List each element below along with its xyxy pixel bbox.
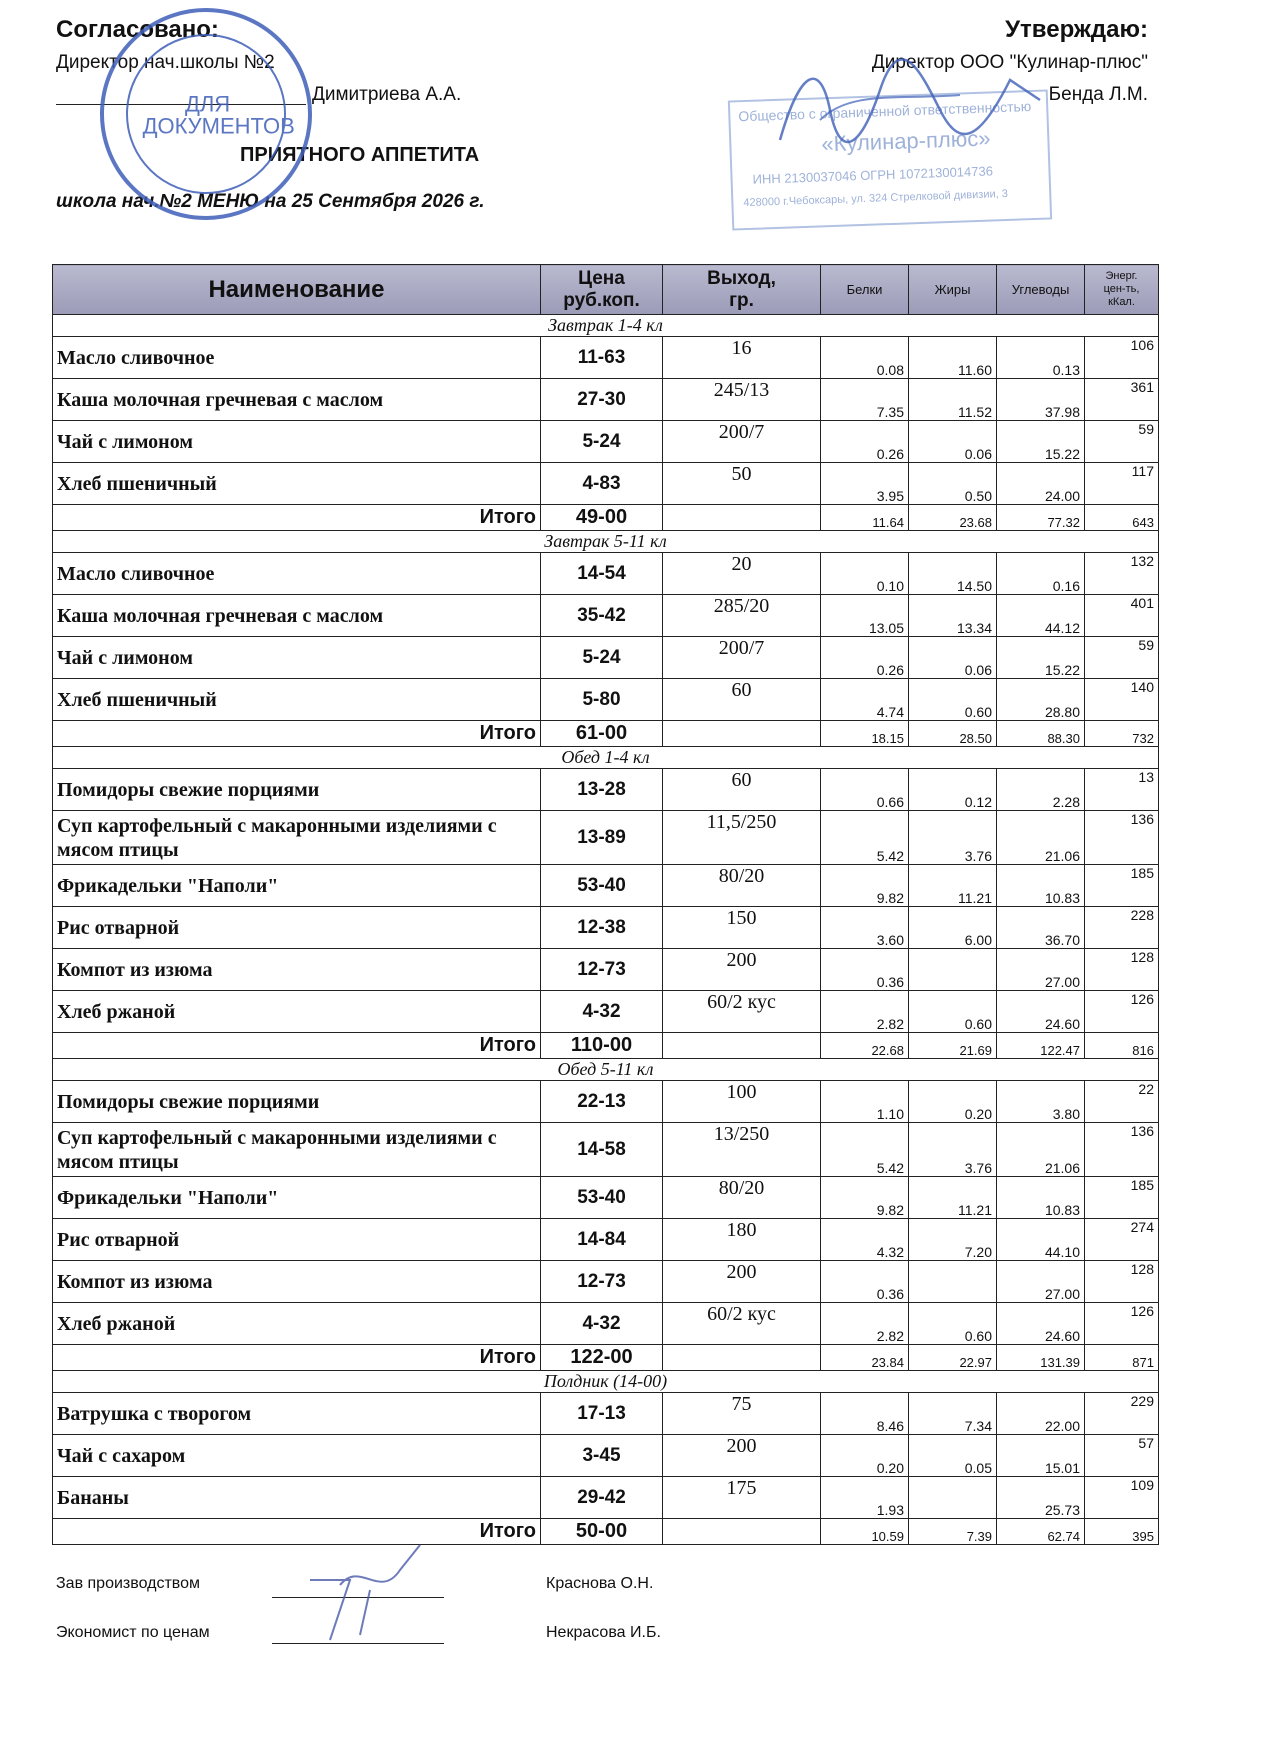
dish-protein: 3.60 <box>821 907 909 949</box>
dish-name: Масло сливочное <box>53 553 541 595</box>
total-label: Итого <box>53 505 541 531</box>
dish-yield: 60/2 кус <box>663 1303 821 1345</box>
dish-carbs: 27.00 <box>997 949 1085 991</box>
dish-yield: 75 <box>663 1393 821 1435</box>
company-stamp-line1: Общество с ограниченной ответственностью <box>738 98 1032 125</box>
dish-protein: 5.42 <box>821 811 909 865</box>
dish-price: 17-13 <box>541 1393 663 1435</box>
table-row <box>53 553 1159 595</box>
total-label: Итого <box>53 1345 541 1371</box>
dish-name: Каша молочная гречневая с маслом <box>53 379 541 421</box>
dish-yield: 200/7 <box>663 637 821 679</box>
company-stamp-line2: «Кулинар-плюс» <box>820 125 991 157</box>
total-price: 61-00 <box>541 721 663 747</box>
dish-name: Хлеб ржаной <box>53 1303 541 1345</box>
total-fat: 23.68 <box>909 505 997 531</box>
menu-subtitle: школа нач.№2 МЕНЮ на 25 Сентября 2026 г. <box>56 191 485 212</box>
approved-position: Директор нач.школы №2 <box>56 52 275 73</box>
dish-protein: 5.42 <box>821 1123 909 1177</box>
dish-yield: 100 <box>663 1081 821 1123</box>
dish-price: 22-13 <box>541 1081 663 1123</box>
col-price-header-line2: руб.коп. <box>563 289 640 311</box>
footer-name-production: Краснова О.Н. <box>546 1575 654 1592</box>
dish-kcal: 59 <box>1085 421 1159 463</box>
dish-name: Хлеб пшеничный <box>53 679 541 721</box>
dish-protein: 3.95 <box>821 463 909 505</box>
col-yield-header-line1: Выход, <box>707 267 776 289</box>
dish-kcal: 128 <box>1085 1261 1159 1303</box>
dish-kcal: 140 <box>1085 679 1159 721</box>
dish-carbs: 44.10 <box>997 1219 1085 1261</box>
dish-fat: 0.20 <box>909 1081 997 1123</box>
dish-fat: 0.06 <box>909 421 997 463</box>
dish-name: Рис отварной <box>53 907 541 949</box>
confirm-position: Директор ООО "Кулинар-плюс" <box>871 52 1148 73</box>
total-price: 122-00 <box>541 1345 663 1371</box>
dish-carbs: 36.70 <box>997 907 1085 949</box>
dish-price: 4-83 <box>541 463 663 505</box>
dish-fat: 0.60 <box>909 679 997 721</box>
total-yield-empty <box>663 505 821 531</box>
dish-fat: 0.50 <box>909 463 997 505</box>
total-carbs: 62.74 <box>997 1519 1085 1545</box>
footer-signature <box>290 1540 440 1650</box>
total-kcal: 395 <box>1085 1519 1159 1545</box>
approved-name: Димитриева А.А. <box>312 84 462 105</box>
dish-carbs: 24.60 <box>997 1303 1085 1345</box>
col-carbs-header: Углеводы <box>997 265 1085 315</box>
total-fat: 21.69 <box>909 1033 997 1059</box>
section-row <box>53 1059 1159 1081</box>
dish-fat: 0.60 <box>909 991 997 1033</box>
total-fat: 22.97 <box>909 1345 997 1371</box>
table-row <box>53 1393 1159 1435</box>
dish-carbs: 15.22 <box>997 637 1085 679</box>
menu-table-body <box>53 315 1159 1545</box>
dish-kcal: 57 <box>1085 1435 1159 1477</box>
dish-fat: 11.60 <box>909 337 997 379</box>
section-row <box>53 747 1159 769</box>
total-yield-empty <box>663 1033 821 1059</box>
dish-yield: 175 <box>663 1477 821 1519</box>
total-protein: 22.68 <box>821 1033 909 1059</box>
dish-protein: 1.10 <box>821 1081 909 1123</box>
dish-price: 14-84 <box>541 1219 663 1261</box>
dish-price: 5-24 <box>541 637 663 679</box>
dish-kcal: 401 <box>1085 595 1159 637</box>
menu-table <box>52 264 1159 1545</box>
dish-kcal: 126 <box>1085 991 1159 1033</box>
dish-name: Хлеб ржаной <box>53 991 541 1033</box>
section-title: Обед 5-11 кл <box>53 1059 1159 1081</box>
dish-protein: 2.82 <box>821 1303 909 1345</box>
total-price: 49-00 <box>541 505 663 531</box>
table-row <box>53 637 1159 679</box>
total-fat: 7.39 <box>909 1519 997 1545</box>
total-protein: 23.84 <box>821 1345 909 1371</box>
dish-kcal: 22 <box>1085 1081 1159 1123</box>
dish-carbs: 15.01 <box>997 1435 1085 1477</box>
dish-name: Суп картофельный с макаронными изделиями с мясом птицы <box>53 811 541 865</box>
total-label: Итого <box>53 1033 541 1059</box>
section-title: Завтрак 5-11 кл <box>53 531 1159 553</box>
col-yield-header-line2: гр. <box>729 289 754 311</box>
dish-protein: 0.08 <box>821 337 909 379</box>
dish-yield: 285/20 <box>663 595 821 637</box>
dish-yield: 200/7 <box>663 421 821 463</box>
confirm-title: Утверждаю: <box>1005 16 1148 43</box>
dish-protein: 7.35 <box>821 379 909 421</box>
section-title: Полдник (14-00) <box>53 1371 1159 1393</box>
section-row <box>53 315 1159 337</box>
dish-name: Компот из изюма <box>53 1261 541 1303</box>
total-row <box>53 1345 1159 1371</box>
dish-price: 13-28 <box>541 769 663 811</box>
dish-carbs: 22.00 <box>997 1393 1085 1435</box>
dish-carbs: 15.22 <box>997 421 1085 463</box>
dish-kcal: 128 <box>1085 949 1159 991</box>
table-header-row <box>53 265 1159 315</box>
dish-name: Чай с лимоном <box>53 637 541 679</box>
dish-fat <box>909 1261 997 1303</box>
section-row <box>53 1371 1159 1393</box>
dish-fat: 0.12 <box>909 769 997 811</box>
table-row <box>53 1123 1159 1177</box>
dish-yield: 200 <box>663 1261 821 1303</box>
dish-kcal: 109 <box>1085 1477 1159 1519</box>
table-row <box>53 1435 1159 1477</box>
dish-protein: 0.66 <box>821 769 909 811</box>
dish-name: Масло сливочное <box>53 337 541 379</box>
dish-fat: 0.06 <box>909 637 997 679</box>
dish-kcal: 136 <box>1085 811 1159 865</box>
dish-carbs: 10.83 <box>997 865 1085 907</box>
table-row <box>53 907 1159 949</box>
dish-yield: 20 <box>663 553 821 595</box>
dish-kcal: 185 <box>1085 865 1159 907</box>
greeting-title: ПРИЯТНОГО АППЕТИТА <box>240 144 480 166</box>
table-row <box>53 1177 1159 1219</box>
table-row <box>53 463 1159 505</box>
total-label: Итого <box>53 1519 541 1545</box>
dish-price: 29-42 <box>541 1477 663 1519</box>
dish-price: 4-32 <box>541 991 663 1033</box>
total-yield-empty <box>663 1519 821 1545</box>
dish-kcal: 136 <box>1085 1123 1159 1177</box>
total-carbs: 88.30 <box>997 721 1085 747</box>
col-protein-header: Белки <box>821 265 909 315</box>
dish-name: Помидоры свежие порциями <box>53 1081 541 1123</box>
dish-price: 14-54 <box>541 553 663 595</box>
table-row <box>53 865 1159 907</box>
dish-carbs: 21.06 <box>997 1123 1085 1177</box>
dish-carbs: 3.80 <box>997 1081 1085 1123</box>
confirm-name: Бенда Л.М. <box>1048 84 1148 105</box>
total-row <box>53 1033 1159 1059</box>
dish-protein: 0.36 <box>821 949 909 991</box>
total-carbs: 122.47 <box>997 1033 1085 1059</box>
company-stamp-line4: 428000 г.Чебоксары, ул. 324 Стрелковой дивизии, 3 <box>743 187 1009 210</box>
dish-protein: 8.46 <box>821 1393 909 1435</box>
dish-name: Фрикадельки "Наполи" <box>53 1177 541 1219</box>
dish-yield: 60 <box>663 769 821 811</box>
table-row <box>53 949 1159 991</box>
dish-fat <box>909 1477 997 1519</box>
col-price-header <box>541 265 663 315</box>
dish-price: 5-24 <box>541 421 663 463</box>
dish-name: Фрикадельки "Наполи" <box>53 865 541 907</box>
dish-fat: 0.05 <box>909 1435 997 1477</box>
total-kcal: 871 <box>1085 1345 1159 1371</box>
dish-kcal: 361 <box>1085 379 1159 421</box>
col-energy-header-line3: кКал. <box>1108 296 1135 308</box>
table-row <box>53 679 1159 721</box>
total-row <box>53 1519 1159 1545</box>
dish-carbs: 2.28 <box>997 769 1085 811</box>
dish-price: 3-45 <box>541 1435 663 1477</box>
dish-yield: 13/250 <box>663 1123 821 1177</box>
table-row <box>53 595 1159 637</box>
approved-title: Согласовано: <box>56 16 219 43</box>
dish-price: 12-38 <box>541 907 663 949</box>
table-row <box>53 379 1159 421</box>
dish-fat: 7.20 <box>909 1219 997 1261</box>
table-row <box>53 1303 1159 1345</box>
dish-yield: 16 <box>663 337 821 379</box>
table-row <box>53 1219 1159 1261</box>
company-stamp-line3: ИНН 2130037046 ОГРН 1072130014736 <box>752 163 994 187</box>
total-kcal: 816 <box>1085 1033 1159 1059</box>
total-protein: 18.15 <box>821 721 909 747</box>
dish-name: Помидоры свежие порциями <box>53 769 541 811</box>
dish-carbs: 0.13 <box>997 337 1085 379</box>
dish-name: Бананы <box>53 1477 541 1519</box>
total-label: Итого <box>53 721 541 747</box>
dish-yield: 11,5/250 <box>663 811 821 865</box>
director-signature <box>760 50 1060 170</box>
dish-carbs: 24.00 <box>997 463 1085 505</box>
table-row <box>53 1261 1159 1303</box>
dish-carbs: 25.73 <box>997 1477 1085 1519</box>
dish-yield: 245/13 <box>663 379 821 421</box>
dish-carbs: 27.00 <box>997 1261 1085 1303</box>
dish-name: Хлеб пшеничный <box>53 463 541 505</box>
dish-protein: 1.93 <box>821 1477 909 1519</box>
dish-name: Компот из изюма <box>53 949 541 991</box>
dish-price: 11-63 <box>541 337 663 379</box>
table-row <box>53 337 1159 379</box>
dish-price: 12-73 <box>541 949 663 991</box>
table-row <box>53 421 1159 463</box>
dish-fat: 7.34 <box>909 1393 997 1435</box>
dish-carbs: 24.60 <box>997 991 1085 1033</box>
dish-kcal: 59 <box>1085 637 1159 679</box>
dish-fat: 11.21 <box>909 865 997 907</box>
dish-fat: 14.50 <box>909 553 997 595</box>
section-title: Обед 1-4 кл <box>53 747 1159 769</box>
dish-fat: 3.76 <box>909 811 997 865</box>
dish-kcal: 229 <box>1085 1393 1159 1435</box>
dish-price: 4-32 <box>541 1303 663 1345</box>
total-protein: 11.64 <box>821 505 909 531</box>
dish-price: 14-58 <box>541 1123 663 1177</box>
dish-protein: 2.82 <box>821 991 909 1033</box>
col-fat-header: Жиры <box>909 265 997 315</box>
total-price: 50-00 <box>541 1519 663 1545</box>
dish-name: Ватрушка с творогом <box>53 1393 541 1435</box>
dish-price: 53-40 <box>541 1177 663 1219</box>
dish-name: Суп картофельный с макаронными изделиями с мясом птицы <box>53 1123 541 1177</box>
dish-carbs: 44.12 <box>997 595 1085 637</box>
dish-price: 53-40 <box>541 865 663 907</box>
dish-protein: 0.36 <box>821 1261 909 1303</box>
total-protein: 10.59 <box>821 1519 909 1545</box>
dish-kcal: 13 <box>1085 769 1159 811</box>
dish-protein: 4.74 <box>821 679 909 721</box>
dish-price: 12-73 <box>541 1261 663 1303</box>
dish-yield: 180 <box>663 1219 821 1261</box>
dish-kcal: 228 <box>1085 907 1159 949</box>
dish-yield: 150 <box>663 907 821 949</box>
col-price-header-line1: Цена <box>578 267 625 289</box>
section-row <box>53 531 1159 553</box>
total-kcal: 732 <box>1085 721 1159 747</box>
total-fat: 28.50 <box>909 721 997 747</box>
dish-fat: 3.76 <box>909 1123 997 1177</box>
total-yield-empty <box>663 721 821 747</box>
dish-kcal: 106 <box>1085 337 1159 379</box>
dish-kcal: 274 <box>1085 1219 1159 1261</box>
round-stamp-text: ДЛЯ ДОКУМЕНТОВ <box>142 91 295 139</box>
table-row <box>53 1081 1159 1123</box>
dish-kcal: 117 <box>1085 463 1159 505</box>
col-energy-header-line1: Энерг. <box>1105 270 1138 282</box>
dish-price: 5-80 <box>541 679 663 721</box>
dish-name: Чай с сахаром <box>53 1435 541 1477</box>
section-title: Завтрак 1-4 кл <box>53 315 1159 337</box>
dish-protein: 4.32 <box>821 1219 909 1261</box>
total-price: 110-00 <box>541 1033 663 1059</box>
total-carbs: 131.39 <box>997 1345 1085 1371</box>
dish-carbs: 21.06 <box>997 811 1085 865</box>
col-energy-header <box>1085 265 1159 315</box>
col-energy-header-line2: цен-ть, <box>1103 283 1140 295</box>
dish-carbs: 37.98 <box>997 379 1085 421</box>
table-row <box>53 1477 1159 1519</box>
dish-fat: 11.52 <box>909 379 997 421</box>
total-row <box>53 505 1159 531</box>
total-row <box>53 721 1159 747</box>
dish-price: 35-42 <box>541 595 663 637</box>
total-yield-empty <box>663 1345 821 1371</box>
dish-carbs: 28.80 <box>997 679 1085 721</box>
footer-name-economist: Некрасова И.Б. <box>546 1624 661 1641</box>
dish-carbs: 10.83 <box>997 1177 1085 1219</box>
dish-kcal: 185 <box>1085 1177 1159 1219</box>
total-carbs: 77.32 <box>997 505 1085 531</box>
dish-price: 13-89 <box>541 811 663 865</box>
dish-protein: 0.26 <box>821 421 909 463</box>
col-yield-header <box>663 265 821 315</box>
dish-protein: 9.82 <box>821 1177 909 1219</box>
dish-name: Чай с лимоном <box>53 421 541 463</box>
dish-price: 27-30 <box>541 379 663 421</box>
dish-protein: 9.82 <box>821 865 909 907</box>
dish-yield: 80/20 <box>663 865 821 907</box>
dish-kcal: 132 <box>1085 553 1159 595</box>
dish-yield: 60/2 кус <box>663 991 821 1033</box>
dish-yield: 200 <box>663 949 821 991</box>
dish-protein: 13.05 <box>821 595 909 637</box>
footer-role-production: Зав производством <box>56 1575 200 1592</box>
dish-name: Рис отварной <box>53 1219 541 1261</box>
dish-fat: 0.60 <box>909 1303 997 1345</box>
dish-name: Каша молочная гречневая с маслом <box>53 595 541 637</box>
dish-yield: 200 <box>663 1435 821 1477</box>
dish-fat <box>909 949 997 991</box>
dish-protein: 0.26 <box>821 637 909 679</box>
col-name-header: Наименование <box>53 265 541 315</box>
dish-yield: 80/20 <box>663 1177 821 1219</box>
footer-role-economist: Экономист по ценам <box>56 1624 210 1641</box>
table-row <box>53 769 1159 811</box>
dish-yield: 50 <box>663 463 821 505</box>
dish-protein: 0.10 <box>821 553 909 595</box>
table-row <box>53 811 1159 865</box>
dish-fat: 11.21 <box>909 1177 997 1219</box>
table-row <box>53 991 1159 1033</box>
dish-kcal: 126 <box>1085 1303 1159 1345</box>
dish-yield: 60 <box>663 679 821 721</box>
dish-fat: 6.00 <box>909 907 997 949</box>
total-kcal: 643 <box>1085 505 1159 531</box>
dish-fat: 13.34 <box>909 595 997 637</box>
dish-protein: 0.20 <box>821 1435 909 1477</box>
dish-carbs: 0.16 <box>997 553 1085 595</box>
